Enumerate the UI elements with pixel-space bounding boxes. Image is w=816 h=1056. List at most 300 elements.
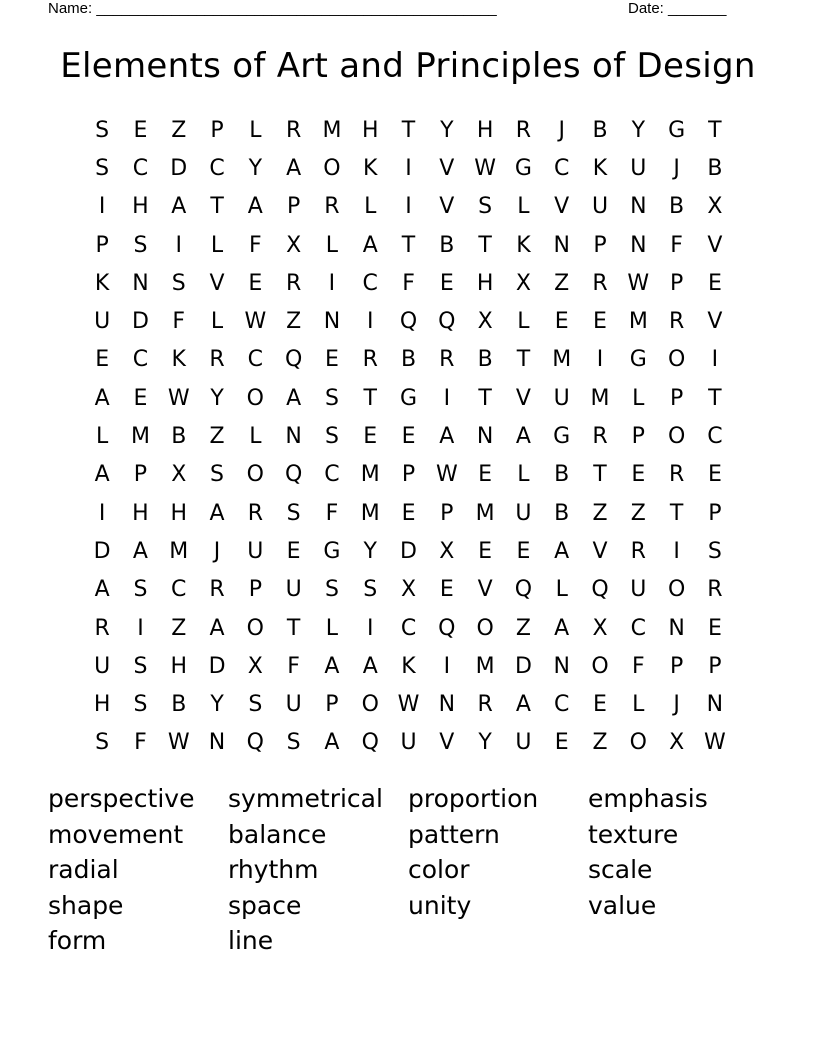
grid-letter: M [360, 462, 380, 488]
grid-letter: M [322, 117, 342, 143]
word-list-item: balance [228, 819, 327, 849]
grid-letter: P [593, 232, 607, 258]
grid-letter: S [363, 577, 378, 603]
grid-letter: V [209, 270, 225, 296]
grid-letter: W [244, 309, 267, 335]
word-list-item: scale [588, 855, 653, 884]
word-list-item: emphasis [588, 784, 708, 813]
grid-letter: I [98, 500, 106, 526]
word-list-item: proportion [408, 784, 539, 813]
grid-letter: S [133, 232, 148, 258]
grid-letter: U [591, 194, 609, 220]
grid-letter: A [362, 653, 378, 679]
grid-letter: V [439, 155, 455, 181]
grid-letter: J [558, 117, 565, 143]
grid-letter: L [325, 232, 339, 258]
grid-letter: Z [209, 424, 225, 450]
grid-letter: F [402, 270, 415, 296]
grid-letter: I [366, 309, 374, 335]
grid-letter: R [324, 194, 340, 220]
grid-letter: T [669, 500, 684, 526]
grid-letter: L [517, 309, 530, 335]
grid-letter: U [400, 730, 417, 756]
grid-letter: Z [592, 500, 608, 526]
grid-letter: E [401, 500, 416, 526]
grid-letter: C [554, 692, 570, 718]
grid-letter: S [324, 577, 339, 603]
grid-letter: J [673, 692, 680, 718]
grid-letter: R [592, 270, 608, 296]
grid-letter: R [592, 424, 608, 450]
grid-letter: P [95, 232, 109, 258]
grid-letter: P [440, 500, 454, 526]
grid-letter: M [475, 500, 495, 526]
grid-letter: I [137, 615, 144, 641]
grid-letter: W [167, 730, 190, 756]
grid-letter: Z [554, 270, 570, 296]
grid-letter: E [478, 462, 493, 488]
grid-letter: A [132, 538, 148, 564]
grid-letter: M [475, 653, 495, 679]
grid-letter: A [286, 385, 302, 411]
grid-letter: P [669, 385, 684, 411]
grid-letter: N [630, 232, 647, 258]
grid-letter: R [668, 462, 685, 488]
grid-letter: B [592, 117, 608, 143]
grid-letter: A [94, 385, 110, 411]
word-list-item: rhythm [228, 855, 319, 884]
grid-letter: Z [286, 309, 302, 335]
grid-letter: Y [478, 730, 492, 756]
grid-letter: U [630, 577, 647, 603]
grid-letter: V [515, 385, 531, 411]
grid-letter: H [476, 270, 494, 296]
grid-letter: U [553, 385, 570, 411]
grid-letter: K [401, 653, 416, 679]
grid-letter: J [673, 155, 680, 181]
grid-letter: O [246, 615, 264, 641]
grid-letter: U [94, 653, 111, 679]
grid-letter: T [363, 385, 377, 411]
grid-letter: Q [591, 577, 609, 603]
grid-letter: B [477, 347, 493, 373]
grid-letter: B [554, 500, 570, 526]
grid-letter: S [95, 730, 110, 756]
grid-letter: S [324, 424, 339, 450]
grid-letter: Z [630, 500, 646, 526]
grid-letter: T [401, 117, 416, 143]
grid-letter: X [515, 270, 531, 296]
grid-letter: Z [515, 615, 531, 641]
grid-letter: O [667, 347, 686, 373]
grid-letter: K [592, 155, 608, 181]
grid-letter: F [172, 309, 186, 335]
grid-letter: V [707, 232, 723, 258]
grid-letter: J [213, 538, 221, 564]
grid-letter: W [627, 270, 650, 296]
grid-letter: C [362, 270, 378, 296]
grid-letter: R [362, 347, 378, 373]
grid-letter: F [249, 232, 262, 258]
grid-letter: S [95, 117, 110, 143]
grid-letter: Y [210, 385, 224, 411]
grid-letter: A [554, 538, 570, 564]
grid-letter: C [554, 155, 570, 181]
grid-letter: S [707, 538, 722, 564]
grid-letter: P [669, 653, 684, 679]
grid-letter: I [328, 270, 336, 296]
grid-letter: D [170, 155, 188, 181]
grid-letter: P [631, 424, 645, 450]
grid-letter: H [132, 500, 149, 526]
grid-letter: B [171, 424, 187, 450]
word-list-item: unity [408, 890, 472, 920]
grid-letter: O [361, 692, 379, 718]
grid-letter: N [706, 692, 724, 718]
grid-letter: O [591, 653, 609, 679]
grid-letter: I [711, 347, 719, 373]
grid-letter: N [438, 692, 456, 718]
grid-letter: M [628, 309, 648, 335]
grid-letter: G [323, 538, 341, 564]
grid-letter: N [323, 309, 341, 335]
grid-letter: B [439, 232, 455, 258]
grid-letter: V [592, 538, 608, 564]
grid-letter: L [96, 424, 109, 450]
grid-letter: R [515, 117, 532, 143]
grid-letter: A [286, 155, 302, 181]
grid-letter: A [209, 615, 225, 641]
grid-letter: M [130, 424, 150, 450]
grid-letter: S [478, 194, 493, 220]
grid-letter: E [707, 270, 722, 296]
grid-letter: A [515, 692, 531, 718]
grid-letter: K [94, 270, 110, 296]
grid-letter: R [209, 577, 225, 603]
grid-letter: G [553, 424, 571, 450]
grid-letter: O [246, 385, 264, 411]
grid-letter: D [131, 309, 149, 335]
grid-letter: W [435, 462, 458, 488]
grid-letter: Y [210, 692, 224, 718]
grid-letter: S [133, 653, 148, 679]
grid-letter: K [516, 232, 531, 258]
grid-letter: I [443, 653, 451, 679]
grid-letter: F [325, 500, 339, 526]
grid-letter: A [362, 232, 378, 258]
grid-letter: A [324, 730, 340, 756]
grid-letter: E [593, 692, 607, 718]
grid-letter: P [669, 270, 684, 296]
grid-letter: V [439, 730, 455, 756]
word-list-item: symmetrical [228, 784, 383, 813]
grid-letter: U [285, 692, 302, 718]
word-list-item: shape [48, 890, 124, 920]
grid-letter: O [246, 462, 264, 488]
grid-letter: O [629, 730, 647, 756]
grid-letter: M [590, 385, 610, 411]
grid-letter: H [132, 194, 149, 220]
grid-letter: C [209, 155, 225, 181]
grid-letter: R [285, 270, 302, 296]
grid-letter: P [401, 462, 416, 488]
grid-letter: C [630, 615, 646, 641]
grid-letter: S [286, 500, 301, 526]
grid-letter: Z [592, 730, 608, 756]
grid-letter: I [405, 155, 412, 181]
grid-letter: W [474, 155, 496, 181]
grid-letter: I [673, 538, 680, 564]
date-field-line: Date: _______ [628, 0, 727, 17]
grid-letter: T [708, 117, 722, 143]
grid-letter: W [704, 730, 726, 756]
grid-letter: C [707, 424, 723, 450]
grid-letter: R [630, 538, 646, 564]
grid-letter: S [286, 730, 301, 756]
grid-letter: E [286, 538, 301, 564]
grid-letter: I [98, 194, 106, 220]
word-list-item: perspective [48, 784, 195, 813]
grid-letter: P [708, 500, 722, 526]
word-list-item: form [48, 926, 107, 955]
grid-letter: T [516, 347, 531, 373]
grid-letter: E [324, 347, 339, 373]
word-list-item: radial [48, 855, 119, 884]
grid-letter: L [632, 692, 645, 718]
grid-letter: A [171, 194, 187, 220]
grid-letter: X [669, 730, 685, 756]
grid-letter: S [324, 385, 339, 411]
grid-letter: V [554, 194, 570, 220]
grid-letter: T [478, 232, 492, 258]
grid-letter: R [439, 347, 455, 373]
grid-letter: I [366, 615, 374, 641]
grid-letter: Y [440, 117, 454, 143]
grid-letter: R [94, 615, 110, 641]
grid-letter: L [555, 577, 568, 603]
grid-letter: R [668, 309, 685, 335]
grid-letter: E [133, 117, 148, 143]
grid-letter: L [325, 615, 339, 641]
grid-letter: W [167, 385, 190, 411]
grid-letter: X [592, 615, 608, 641]
grid-letter: X [400, 577, 417, 603]
grid-letter: M [360, 500, 380, 526]
grid-letter: O [476, 615, 494, 641]
grid-letter: Y [248, 155, 263, 181]
grid-letter: B [669, 194, 685, 220]
grid-letter: B [171, 692, 187, 718]
page-title: Elements of Art and Principles of Design [60, 46, 756, 86]
grid-letter: E [401, 424, 416, 450]
word-list-item: texture [588, 819, 679, 849]
grid-letter: U [515, 500, 532, 526]
grid-letter: H [170, 653, 188, 679]
grid-letter: R [209, 347, 225, 373]
grid-letter: Q [438, 615, 456, 641]
grid-letter: B [400, 347, 417, 373]
grid-letter: Q [514, 577, 533, 603]
grid-letter: N [553, 232, 570, 258]
grid-letter: D [514, 653, 532, 679]
word-list-item: value [588, 890, 657, 920]
grid-letter: P [286, 194, 301, 220]
grid-letter: R [477, 692, 493, 718]
name-field-line: Name: ________________________________________________ [48, 0, 497, 17]
grid-letter: V [477, 577, 493, 603]
grid-letter: X [707, 194, 723, 220]
grid-letter: T [708, 385, 722, 411]
grid-letter: L [249, 424, 262, 450]
grid-letter: Q [284, 347, 303, 373]
grid-letter: R [707, 577, 723, 603]
grid-letter: G [629, 347, 647, 373]
grid-letter: C [132, 347, 149, 373]
grid-letter: Q [361, 730, 379, 756]
grid-letter: P [248, 577, 262, 603]
grid-letter: N [285, 424, 302, 450]
grid-letter: X [247, 653, 263, 679]
grid-letter: D [208, 653, 226, 679]
grid-letter: E [516, 538, 531, 564]
grid-letter: T [210, 194, 224, 220]
grid-letter: A [94, 577, 110, 603]
grid-letter: H [93, 692, 111, 718]
grid-letter: T [593, 462, 607, 488]
grid-letter: N [668, 615, 685, 641]
grid-letter: A [209, 500, 225, 526]
grid-letter: E [439, 270, 454, 296]
grid-letter: C [171, 577, 187, 603]
grid-letter: S [133, 577, 148, 603]
grid-letter: O [323, 155, 341, 181]
grid-letter: F [134, 730, 147, 756]
grid-letter: T [478, 385, 492, 411]
grid-letter: U [630, 155, 647, 181]
grid-letter: L [517, 194, 530, 220]
grid-letter: R [285, 117, 302, 143]
word-list-item: line [228, 926, 274, 955]
grid-letter: N [132, 270, 149, 296]
grid-letter: E [631, 462, 646, 488]
grid-letter: A [515, 424, 531, 450]
word-list-item: space [228, 890, 302, 920]
grid-letter: M [552, 347, 572, 373]
grid-letter: P [708, 653, 722, 679]
grid-letter: T [401, 232, 416, 258]
word-list-item: pattern [408, 819, 500, 849]
grid-letter: N [476, 424, 494, 450]
grid-letter: P [210, 117, 224, 143]
grid-letter: I [596, 347, 604, 373]
grid-letter: D [93, 538, 111, 564]
grid-letter: A [94, 462, 110, 488]
grid-letter: Y [631, 117, 646, 143]
grid-letter: Y [363, 538, 377, 564]
grid-letter: E [95, 347, 110, 373]
grid-letter: Z [171, 615, 187, 641]
letter-grid [83, 111, 734, 762]
grid-letter: N [630, 194, 647, 220]
grid-letter: A [324, 653, 340, 679]
grid-letter: F [287, 653, 300, 679]
grid-letter: H [476, 117, 494, 143]
grid-letter: C [247, 347, 264, 373]
grid-letter: E [554, 730, 569, 756]
grid-letter: Z [171, 117, 187, 143]
grid-letter: I [405, 194, 412, 220]
grid-letter: E [439, 577, 454, 603]
grid-letter: U [515, 730, 532, 756]
grid-letter: L [517, 462, 530, 488]
grid-letter: L [210, 309, 224, 335]
grid-letter: G [399, 385, 418, 411]
grid-letter: X [286, 232, 302, 258]
grid-letter: X [171, 462, 187, 488]
grid-letter: C [400, 615, 417, 641]
grid-letter: S [133, 692, 148, 718]
grid-letter: V [707, 309, 723, 335]
grid-letter: R [247, 500, 263, 526]
grid-letter: S [95, 155, 110, 181]
grid-letter: U [247, 538, 264, 564]
grid-letter: T [286, 615, 301, 641]
grid-letter: K [363, 155, 378, 181]
grid-letter: O [667, 577, 686, 603]
grid-letter: E [707, 462, 722, 488]
grid-letter: I [175, 232, 182, 258]
grid-letter: E [133, 385, 148, 411]
grid-letter: H [361, 117, 379, 143]
grid-letter: A [247, 194, 263, 220]
grid-letter: S [171, 270, 186, 296]
grid-letter: B [554, 462, 570, 488]
grid-letter: X [439, 538, 455, 564]
grid-letter: S [248, 692, 263, 718]
grid-letter: G [514, 155, 532, 181]
grid-letter: I [443, 385, 451, 411]
grid-letter: E [248, 270, 263, 296]
grid-letter: E [478, 538, 493, 564]
grid-letter: E [554, 309, 569, 335]
grid-letter: L [632, 385, 645, 411]
grid-letter: M [169, 538, 189, 564]
grid-letter: K [171, 347, 186, 373]
grid-letter: F [670, 232, 683, 258]
grid-letter: E [707, 615, 722, 641]
grid-letter: P [133, 462, 148, 488]
grid-letter: U [285, 577, 302, 603]
grid-letter: C [324, 462, 340, 488]
grid-letter: A [439, 424, 455, 450]
grid-letter: P [325, 692, 339, 718]
word-list [48, 781, 768, 959]
grid-letter: L [249, 117, 262, 143]
grid-letter: E [363, 424, 378, 450]
grid-letter: D [400, 538, 417, 564]
grid-letter: G [668, 117, 686, 143]
grid-letter: U [94, 309, 111, 335]
grid-letter: O [667, 424, 686, 450]
grid-letter: N [208, 730, 226, 756]
grid-letter: C [132, 155, 149, 181]
word-list-item: movement [48, 819, 184, 849]
grid-letter: S [210, 462, 225, 488]
grid-letter: V [439, 194, 455, 220]
word-list-item: color [408, 855, 470, 884]
grid-letter: B [707, 155, 723, 181]
grid-letter: Q [284, 462, 303, 488]
